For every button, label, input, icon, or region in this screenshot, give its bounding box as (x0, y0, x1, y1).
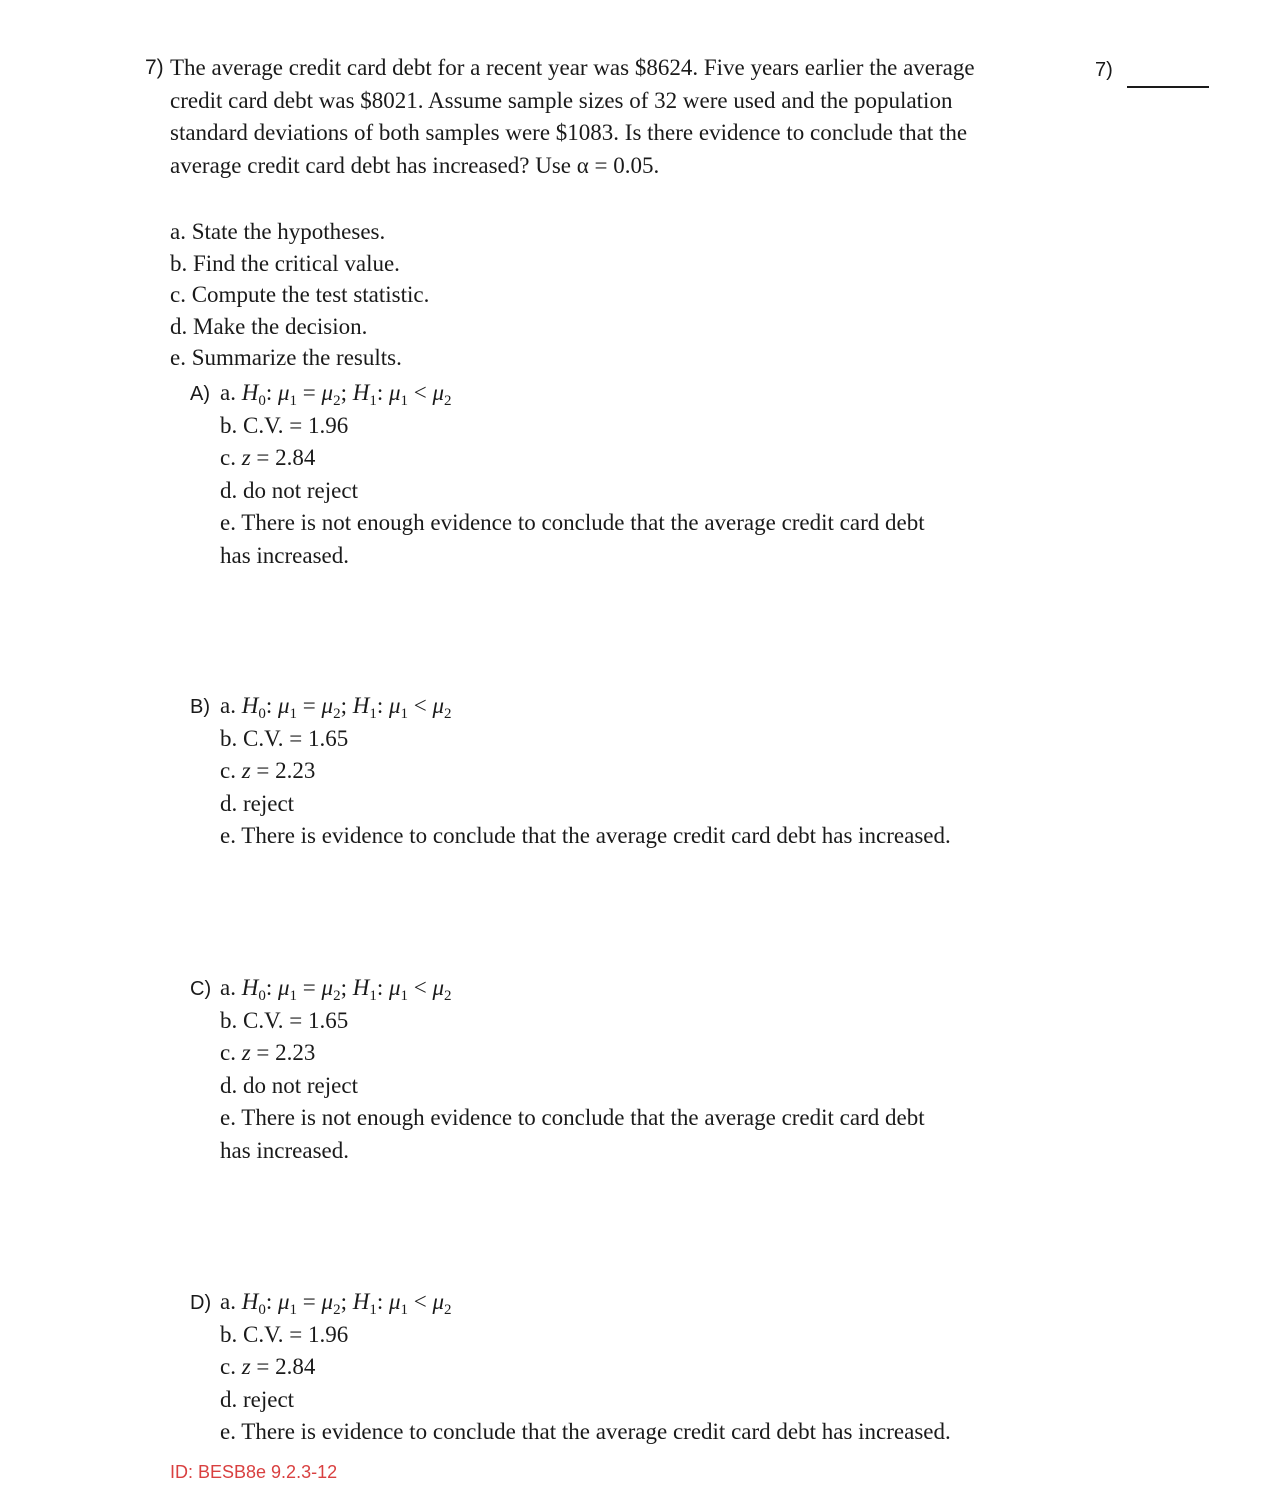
question-stem (170, 52, 1070, 182)
choice-letter: A) (190, 383, 210, 405)
part-item: e. Summarize the results. (170, 345, 402, 370)
decision: d. reject (220, 790, 295, 816)
test-statistic: c. z = 2.23 (220, 1040, 316, 1065)
choice-letter: C) (190, 978, 212, 1000)
summary-line: e. There is not enough evidence to conclude that the average credit card debt (220, 510, 925, 535)
answer-blank-line[interactable] (1127, 86, 1209, 88)
summary-line: e. There is evidence to conclude that the average credit card debt has increased. (220, 823, 951, 848)
part-item: d. Make the decision. (170, 313, 368, 339)
critical-value: b. C.V. = 1.65 (220, 1007, 349, 1033)
stem-line: The average credit card debt for a recent year was $8624. Five years earlier the average (170, 55, 975, 80)
test-statistic: c. z = 2.84 (220, 445, 316, 470)
summary-line: has increased. (220, 1137, 349, 1163)
critical-value: b. C.V. = 1.96 (220, 412, 349, 438)
stem-line: average credit card debt has increased? Use α = 0.05. (170, 152, 660, 178)
summary-line: has increased. (220, 542, 349, 568)
choice-letter: D) (190, 1292, 212, 1314)
summary-line: e. There is evidence to conclude that the average credit card debt has increased. (220, 1419, 951, 1444)
hypotheses-line: a. $H_0$: $\mu_1 = \mu_2$; $H_1$: $\mu_1 < \mu_2$ (220, 380, 452, 409)
hypotheses-line: a. $H_0$: $\mu_1 = \mu_2$; $H_1$: $\mu_1 < \mu_2$ (220, 975, 452, 1004)
answer-blank-number: 7) (1095, 59, 1113, 81)
part-item: c. Compute the test statistic. (170, 282, 430, 307)
part-item: b. Find the critical value. (170, 250, 400, 276)
stem-line: standard deviations of both samples were $1083. Is there evidence to conclude that the (170, 120, 968, 145)
summary-line: e. There is not enough evidence to conclude that the average credit card debt (220, 1105, 925, 1130)
hypotheses-line: a. $H_0$: $\mu_1 = \mu_2$; $H_1$: $\mu_1 < \mu_2$ (220, 1289, 452, 1318)
critical-value: b. C.V. = 1.96 (220, 1321, 349, 1347)
decision: d. do not reject (220, 477, 358, 503)
stem-line: credit card debt was $8021. Assume sample sizes of 32 were used and the population (170, 87, 953, 113)
question-number: 7) (145, 56, 164, 79)
critical-value: b. C.V. = 1.65 (220, 725, 349, 751)
choice-letter: B) (190, 696, 210, 718)
part-item: a. State the hypotheses. (170, 219, 386, 244)
test-statistic: c. z = 2.84 (220, 1354, 316, 1379)
question-parts (170, 216, 429, 374)
question-id: ID: BESB8e 9.2.3-12 (170, 1462, 338, 1482)
hypotheses-line: a. $H_0$: $\mu_1 = \mu_2$; $H_1$: $\mu_1 < \mu_2$ (220, 693, 452, 722)
decision: d. reject (220, 1386, 295, 1412)
decision: d. do not reject (220, 1072, 358, 1098)
test-statistic: c. z = 2.23 (220, 758, 316, 783)
